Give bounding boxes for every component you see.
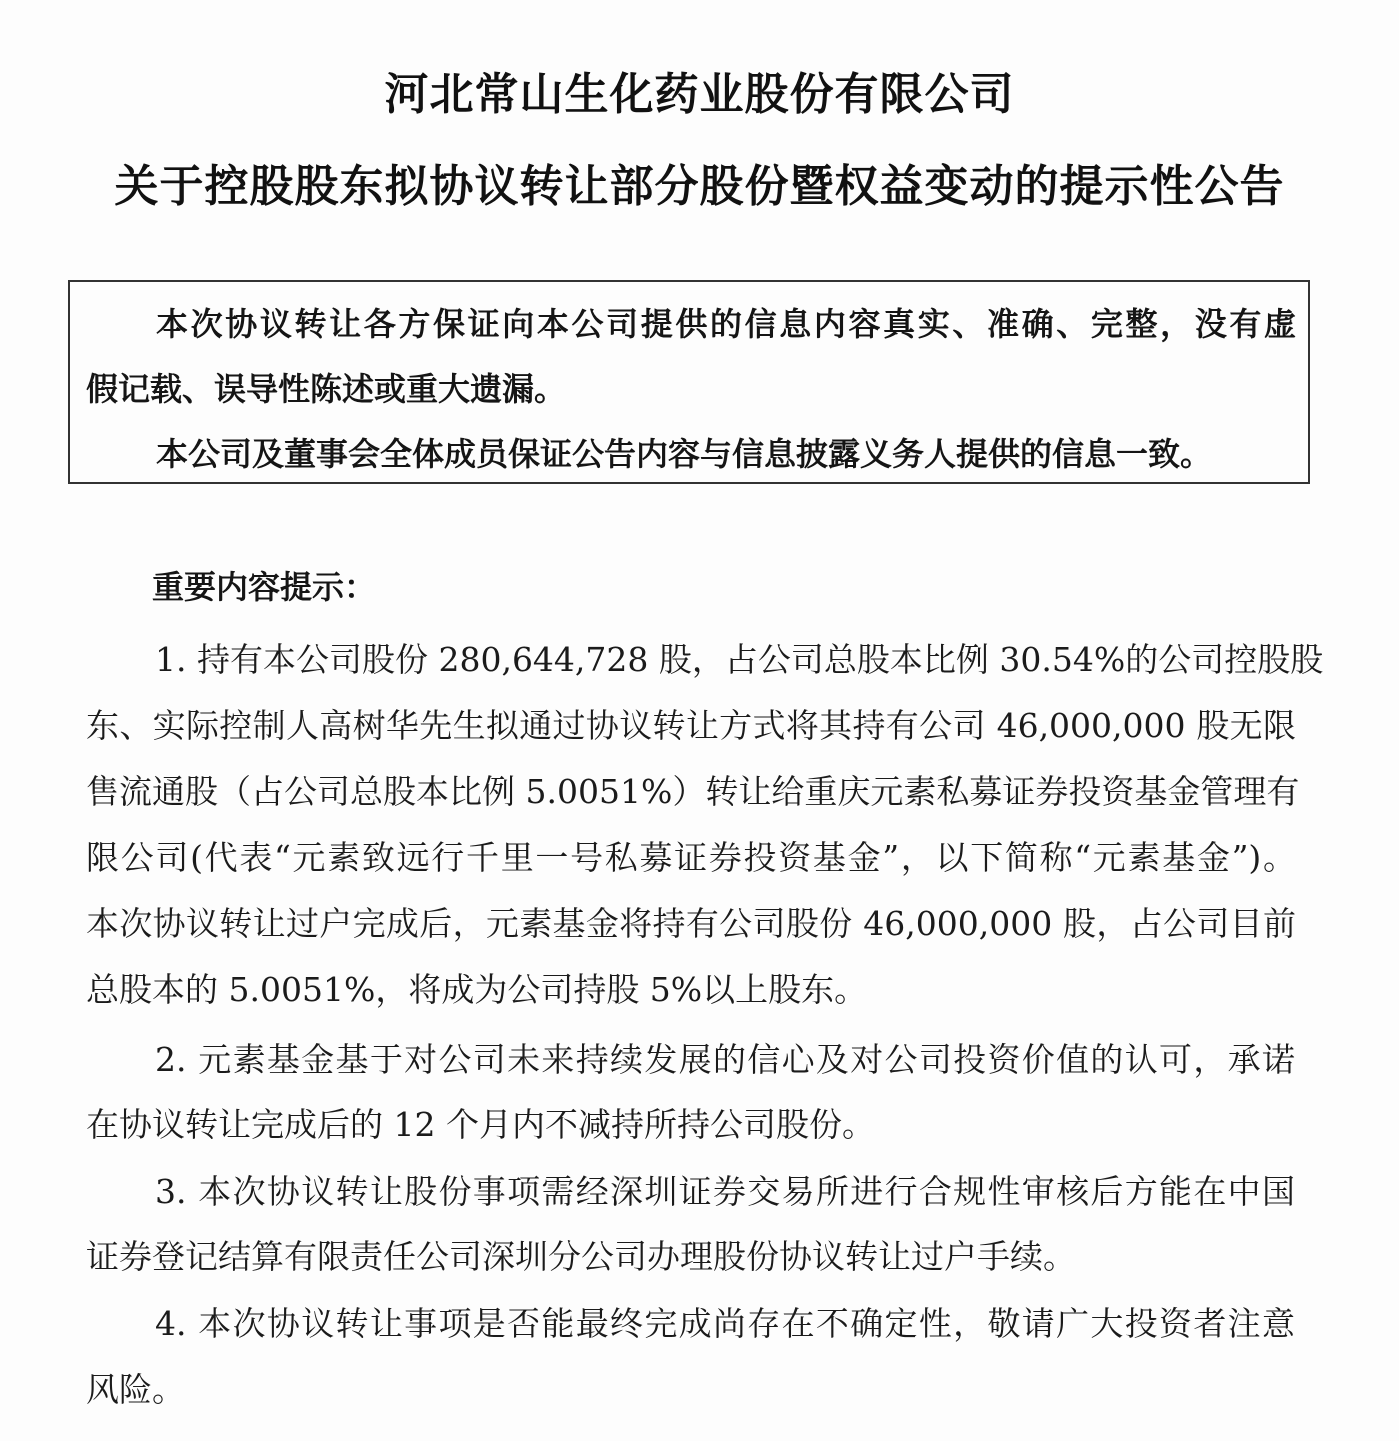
guarantee-paragraph-1-line-1: 本次协议转让各方保证向本公司提供的信息内容真实、准确、完整，没有虚 [156,305,1296,343]
guarantee-paragraph-1-line-2: 假记载、误导性陈述或重大遗漏。 [86,370,567,408]
item-1-line-5: 本次协议转让过户完成后，元素基金将持有公司股份 46,000,000 股，占公司目前 [86,904,1296,943]
item-2-line-2: 在协议转让完成后的 12 个月内不减持所持公司股份。 [86,1105,875,1144]
item-4-line-1: 4. 本次协议转让事项是否能最终完成尚存在不确定性，敬请广大投资者注意 [155,1304,1295,1343]
announcement-title: 关于控股股东拟协议转让部分股份暨权益变动的提示性公告 [114,161,1285,212]
item-1-line-3: 售流通股（占公司总股本比例 5.0051%）转让给重庆元素私募证券投资基金管理有 [86,772,1300,811]
item-1-line-2: 东、实际控制人高树华先生拟通过协议转让方式将其持有公司 46,000,000 股无限 [86,706,1296,745]
item-1-line-4: 限公司(代表“元素致远行千里一号私募证券投资基金”，以下简称“元素基金”)。 [86,838,1296,877]
item-3-line-1: 3. 本次协议转让股份事项需经深圳证券交易所进行合规性审核后方能在中国 [155,1172,1295,1211]
guarantee-notice-box [68,280,1310,484]
item-4-line-2: 风险。 [86,1370,185,1409]
item-1-line-6: 总股本的 5.0051%，将成为公司持股 5%以上股东。 [86,970,868,1009]
item-1-line-1: 1. 持有本公司股份 280,644,728 股，占公司总股本比例 30.54%的公司控股股 [155,640,1324,679]
guarantee-paragraph-2: 本公司及董事会全体成员保证公告内容与信息披露义务人提供的信息一致。 [156,435,1213,473]
company-title: 河北常山生化药业股份有限公司 [384,69,1015,120]
item-2-line-1: 2. 元素基金基于对公司未来持续发展的信心及对公司投资价值的认可，承诺 [155,1040,1295,1079]
highlights-heading: 重要内容提示： [152,568,377,606]
item-3-line-2: 证券登记结算有限责任公司深圳分公司办理股份协议转让过户手续。 [86,1237,1076,1276]
